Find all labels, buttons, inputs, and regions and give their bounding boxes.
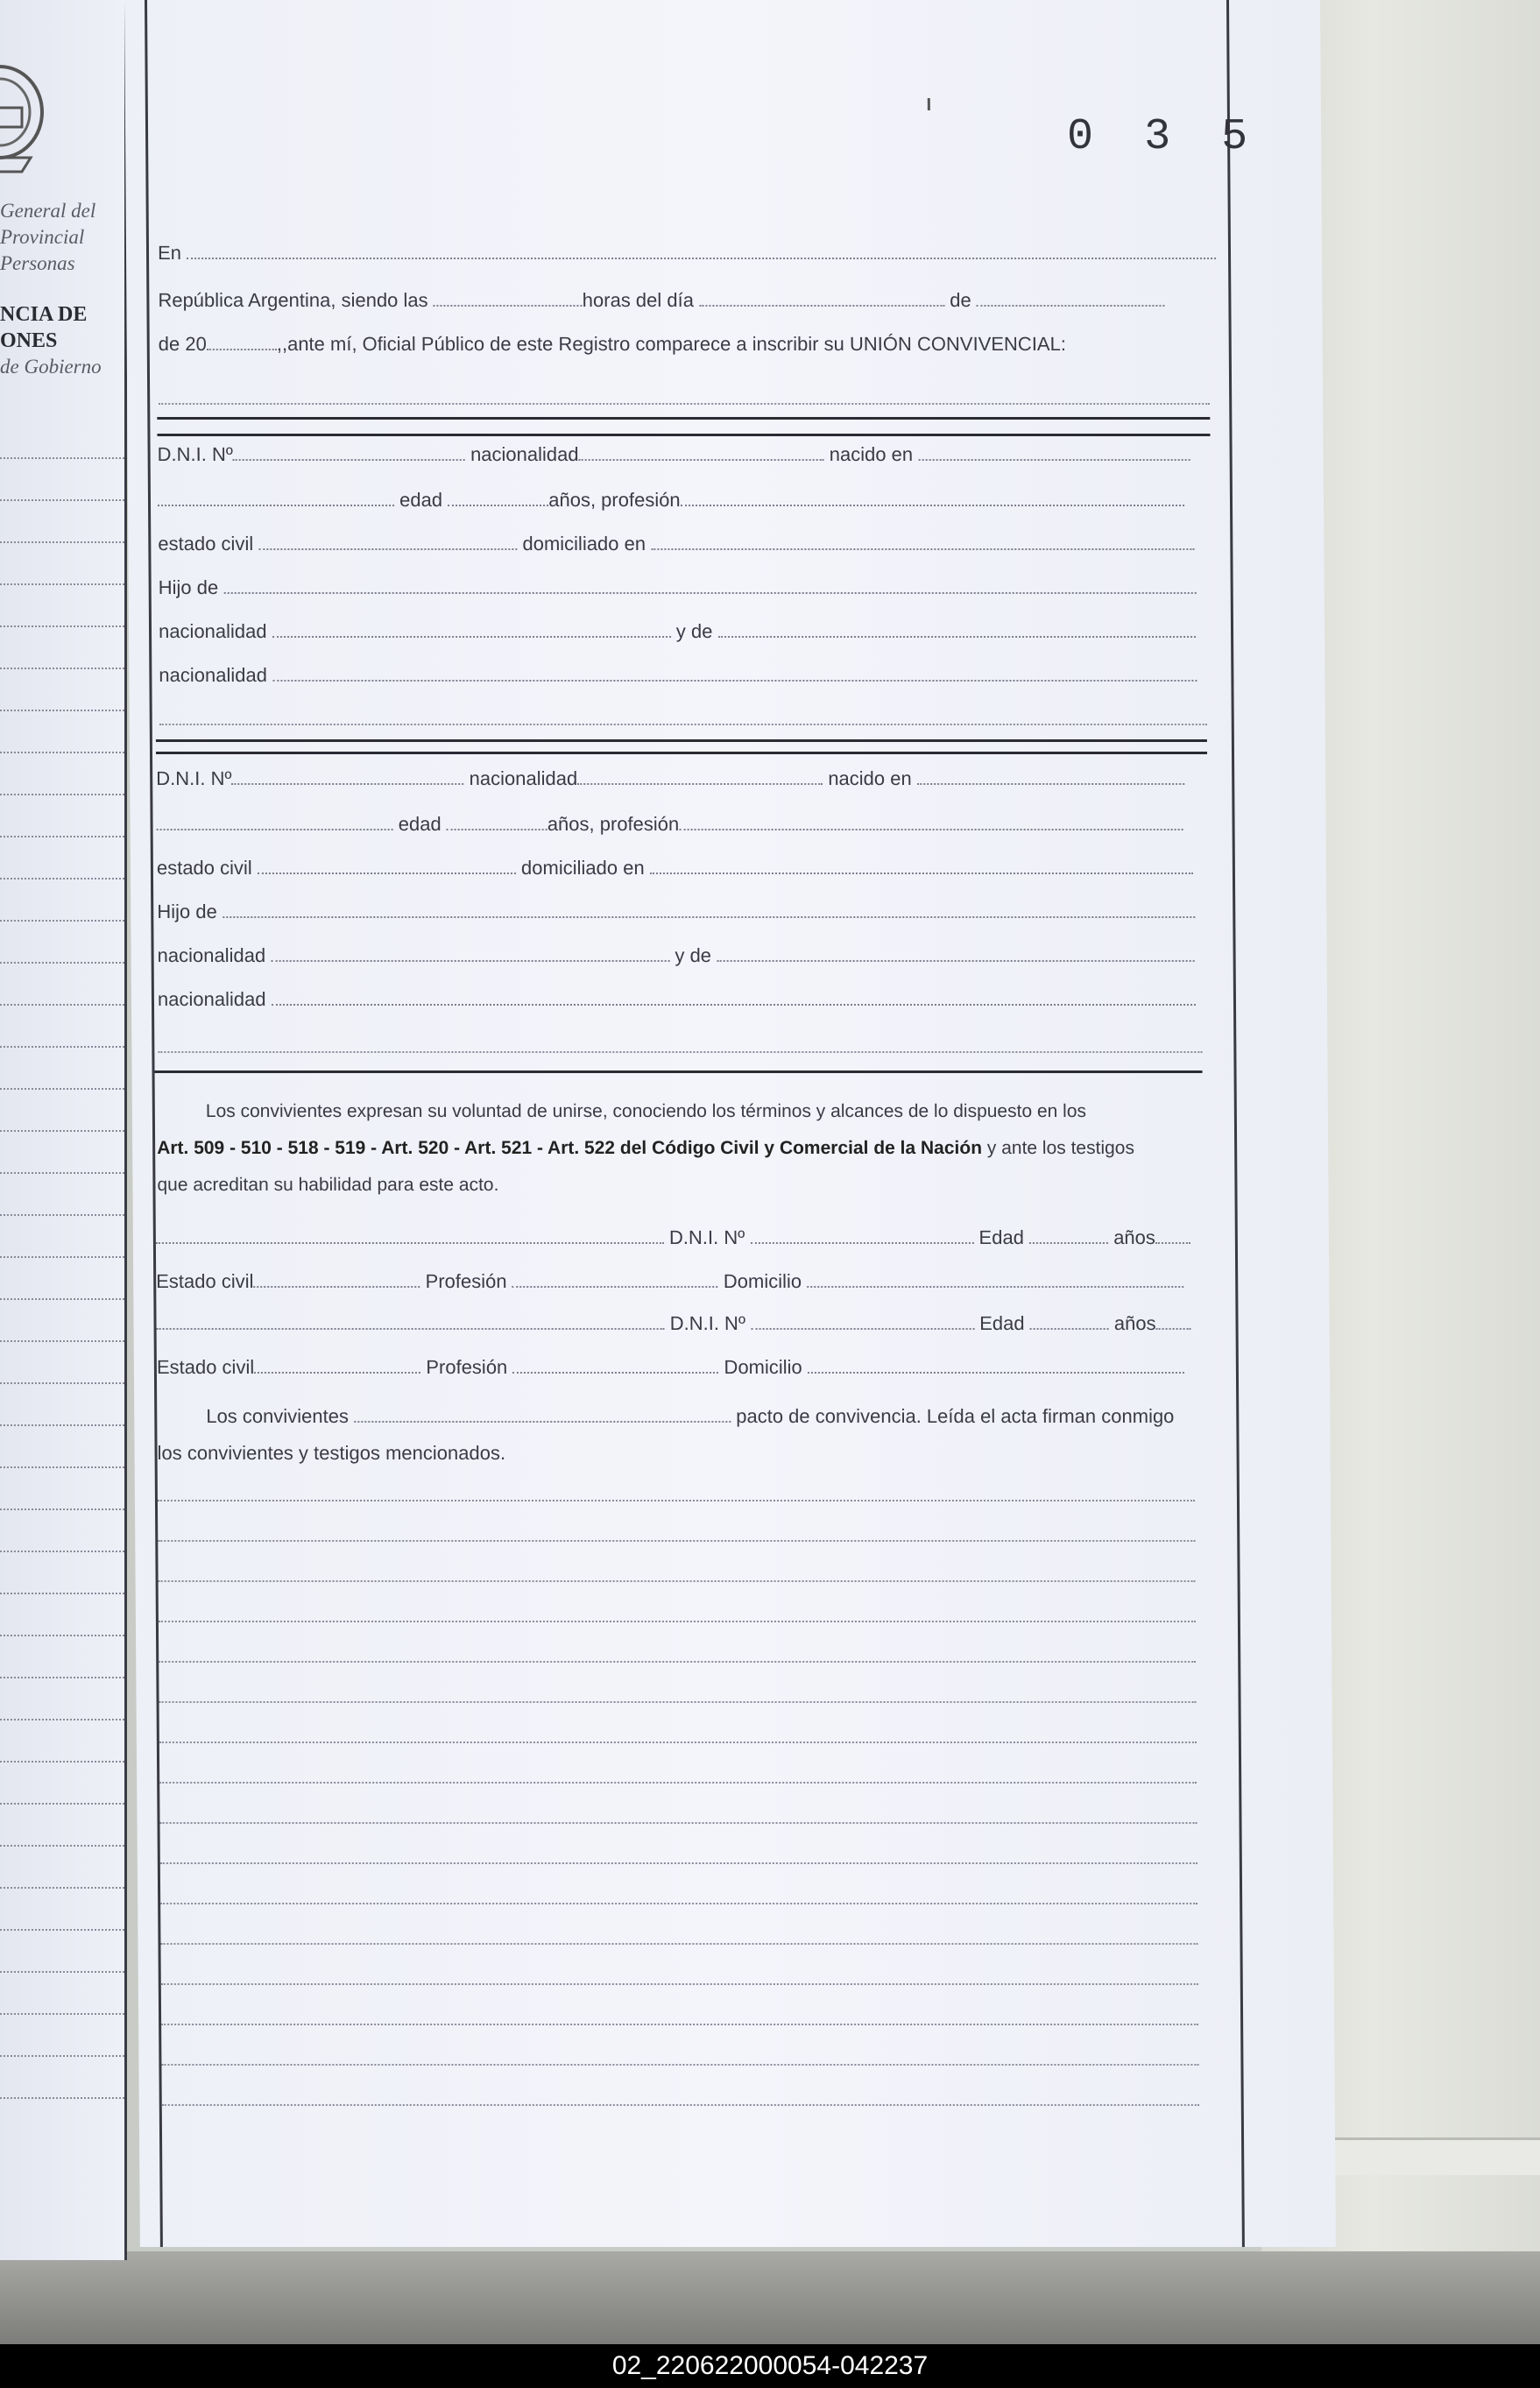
label-nacionalidad-padre: nacionalidad bbox=[157, 944, 266, 966]
field-dia[interactable] bbox=[699, 293, 944, 307]
field-dni[interactable] bbox=[231, 771, 463, 785]
intro-republica bbox=[158, 289, 1165, 312]
label-edad: edad bbox=[399, 489, 443, 511]
field-anio[interactable] bbox=[207, 336, 277, 350]
field-hijo[interactable] bbox=[223, 580, 1196, 594]
field-en[interactable] bbox=[187, 245, 1216, 259]
field-madre[interactable] bbox=[717, 948, 1194, 962]
label-profesion: Profesión bbox=[425, 1270, 507, 1292]
field-profesion[interactable] bbox=[681, 492, 1184, 506]
left-page-line bbox=[0, 836, 124, 837]
label-de20: de 20 bbox=[158, 333, 207, 355]
blank-writing-line[interactable] bbox=[160, 1862, 1197, 1864]
footer-id: 02_220622000054-042237 bbox=[611, 2351, 929, 2380]
intro-blank-line[interactable] bbox=[159, 403, 1210, 405]
left-page-line bbox=[0, 1046, 124, 1048]
field-profesion[interactable] bbox=[679, 816, 1183, 830]
label-edad: Edad bbox=[978, 1226, 1024, 1248]
left-page-line bbox=[0, 1677, 124, 1678]
label-pacto: pacto de convivencia. Leída el acta firman conmigo bbox=[736, 1405, 1175, 1427]
blank-line[interactable] bbox=[159, 724, 1207, 725]
blank-writing-line[interactable] bbox=[160, 1822, 1197, 1824]
field-nacido[interactable] bbox=[917, 771, 1184, 785]
intro-en bbox=[158, 242, 1216, 265]
section-rule-3 bbox=[156, 739, 1207, 742]
blank-writing-line[interactable] bbox=[161, 2064, 1198, 2066]
field-nacido[interactable] bbox=[918, 447, 1190, 461]
label-edad: Edad bbox=[979, 1312, 1025, 1334]
left-page-line bbox=[0, 457, 124, 459]
label-estado-civil: Estado civil bbox=[156, 1356, 255, 1378]
left-page-line bbox=[0, 1004, 124, 1006]
blank-writing-line[interactable] bbox=[159, 1742, 1197, 1743]
left-page-line bbox=[0, 920, 124, 922]
label-dni: D.N.I. Nº bbox=[157, 443, 233, 465]
left-page-line bbox=[0, 583, 124, 585]
section-rule-2 bbox=[157, 434, 1210, 436]
field-edad[interactable] bbox=[1029, 1230, 1108, 1244]
closing-line-1 bbox=[157, 1405, 1174, 1428]
left-page-line bbox=[0, 1508, 124, 1510]
left-page-line bbox=[0, 1971, 124, 1973]
left-page-line bbox=[0, 499, 124, 501]
mark bbox=[928, 98, 930, 110]
label-hijo: Hijo de bbox=[157, 901, 217, 922]
field-edad[interactable] bbox=[448, 492, 548, 506]
left-bold-line-2: ONES bbox=[0, 329, 58, 352]
declaration-line-1: Los convivientes expresan su voluntad de unirse, conociendo los términos y alcances de lo dispuesto en los bbox=[205, 1101, 1087, 1121]
left-page-line bbox=[0, 625, 124, 627]
blank-writing-line[interactable] bbox=[159, 1621, 1196, 1622]
label-estado-civil: Estado civil bbox=[156, 1270, 254, 1292]
left-page-line bbox=[0, 1088, 124, 1090]
left-page-line bbox=[0, 1719, 124, 1720]
background-bottom bbox=[0, 2251, 1540, 2348]
field-pacto[interactable] bbox=[354, 1409, 731, 1423]
field-domicilio[interactable] bbox=[807, 1274, 1183, 1288]
left-page-line bbox=[0, 2097, 124, 2099]
label-nacionalidad: nacionalidad bbox=[469, 767, 578, 789]
label-y-de: y de bbox=[675, 944, 712, 966]
blank-writing-line[interactable] bbox=[160, 1903, 1197, 1904]
field-profesion[interactable] bbox=[512, 1360, 718, 1374]
label-anios: años bbox=[1113, 1226, 1155, 1248]
label-en: En bbox=[157, 242, 182, 264]
field-domicilio[interactable] bbox=[808, 1360, 1184, 1374]
left-page-line bbox=[0, 1466, 124, 1468]
left-page-line bbox=[0, 1172, 124, 1174]
left-page-line bbox=[0, 1761, 124, 1763]
blank-writing-line[interactable] bbox=[162, 2104, 1199, 2106]
label-estado-civil: estado civil bbox=[158, 533, 254, 555]
field-edad[interactable] bbox=[1030, 1316, 1109, 1330]
blank-writing-line[interactable] bbox=[158, 1500, 1195, 1501]
field-fecha[interactable] bbox=[158, 492, 394, 506]
declaration-line-2-tail: y ante los testigos bbox=[981, 1138, 1135, 1158]
declaration-paragraph bbox=[157, 1093, 1209, 1204]
blank-line[interactable] bbox=[158, 1051, 1202, 1053]
section-rule-5 bbox=[155, 1070, 1203, 1073]
label-dni: D.N.I. Nº bbox=[156, 767, 232, 789]
left-page bbox=[0, 0, 127, 2260]
field-profesion[interactable] bbox=[512, 1274, 718, 1288]
left-page-line bbox=[0, 794, 124, 795]
blank-writing-line[interactable] bbox=[158, 1540, 1195, 1542]
field-nacionalidad-madre[interactable] bbox=[272, 668, 1197, 682]
left-page-line bbox=[0, 541, 124, 543]
label-anios-profesion: años, profesión bbox=[548, 489, 681, 511]
label-anios-profesion: años, profesión bbox=[547, 813, 680, 835]
field-domicilio[interactable] bbox=[650, 860, 1193, 874]
blank-writing-line[interactable] bbox=[159, 1701, 1197, 1703]
label-estado-civil: estado civil bbox=[156, 857, 252, 879]
provincial-seal-icon bbox=[0, 60, 48, 182]
left-page-line bbox=[0, 1382, 124, 1384]
field-testigo-nombre[interactable] bbox=[156, 1316, 664, 1330]
left-bold-line-1: NCIA DE bbox=[0, 303, 88, 326]
label-ante: ,,ante mí, Oficial Público de este Registro comparece a inscribir su UNIÓN CONVIVENCIAL: bbox=[276, 333, 1066, 355]
label-nacionalidad-madre: nacionalidad bbox=[157, 988, 266, 1010]
left-page-line bbox=[0, 1214, 124, 1216]
label-nacido: nacido en bbox=[829, 443, 914, 465]
field-nacionalidad[interactable] bbox=[578, 447, 823, 461]
label-profesion: Profesión bbox=[426, 1356, 508, 1378]
blank-writing-line[interactable] bbox=[161, 2024, 1198, 2025]
left-page-line bbox=[0, 1551, 124, 1552]
field-nacionalidad-padre[interactable] bbox=[272, 624, 671, 638]
field-dni[interactable] bbox=[750, 1230, 973, 1244]
blank-writing-line[interactable] bbox=[159, 1782, 1197, 1784]
left-page-line bbox=[0, 2013, 124, 2015]
form-page bbox=[124, 0, 1336, 2247]
field-nacionalidad-madre[interactable] bbox=[272, 992, 1196, 1006]
label-nacido: nacido en bbox=[828, 767, 912, 789]
left-header-line-3: Personas bbox=[0, 252, 75, 274]
field-estado-civil[interactable] bbox=[258, 860, 516, 874]
field-anios-tail[interactable] bbox=[1155, 1230, 1190, 1244]
intro-ante bbox=[159, 333, 1066, 356]
left-page-line bbox=[0, 752, 124, 753]
left-page-line bbox=[0, 1340, 124, 1342]
left-page-line bbox=[0, 962, 124, 964]
articles-text: Art. 509 - 510 - 518 - 519 - Art. 520 - Art. 521 - Art. 522 del Código Civil y Comercial de la Nación bbox=[157, 1138, 983, 1158]
declaration-line-2 bbox=[157, 1130, 1208, 1167]
field-domicilio[interactable] bbox=[651, 536, 1194, 550]
left-sub-line: de Gobierno bbox=[0, 356, 102, 378]
left-page-line bbox=[0, 1929, 124, 1931]
left-page-line bbox=[0, 1298, 124, 1300]
label-anios: años bbox=[1113, 1312, 1156, 1334]
field-dni[interactable] bbox=[233, 447, 465, 461]
field-fecha[interactable] bbox=[157, 816, 393, 830]
blank-writing-line[interactable] bbox=[159, 1580, 1196, 1582]
left-page-line bbox=[0, 668, 124, 669]
label-domicilio: Domicilio bbox=[723, 1270, 802, 1292]
left-page-line bbox=[0, 1256, 124, 1258]
left-page-line bbox=[0, 1130, 124, 1132]
blank-writing-line[interactable] bbox=[161, 1983, 1198, 1985]
field-estado-civil[interactable] bbox=[253, 1274, 420, 1288]
left-page-line bbox=[0, 710, 124, 711]
left-header-line-1: General del bbox=[0, 200, 96, 222]
label-republica: República Argentina, siendo las bbox=[158, 289, 428, 311]
label-horas: horas del día bbox=[582, 289, 695, 311]
left-header-line-2: Provincial bbox=[0, 226, 85, 248]
left-page-line bbox=[0, 2055, 124, 2057]
label-edad: edad bbox=[398, 813, 442, 835]
label-dni: D.N.I. Nº bbox=[668, 1226, 745, 1248]
field-horas[interactable] bbox=[434, 293, 583, 307]
field-estado-civil[interactable] bbox=[258, 536, 517, 550]
left-page-line bbox=[0, 1593, 124, 1594]
field-testigo-nombre[interactable] bbox=[156, 1230, 664, 1244]
section-rule-1 bbox=[157, 417, 1210, 420]
closing-line-2: los convivientes y testigos mencionados. bbox=[157, 1442, 506, 1464]
label-dni: D.N.I. Nº bbox=[669, 1312, 746, 1334]
label-de: de bbox=[950, 289, 971, 311]
label-nacionalidad-padre: nacionalidad bbox=[158, 620, 267, 642]
blank-writing-line[interactable] bbox=[159, 1661, 1196, 1663]
field-hijo[interactable] bbox=[223, 904, 1195, 918]
left-page-line bbox=[0, 1845, 124, 1847]
field-nacionalidad[interactable] bbox=[577, 771, 823, 785]
section-rule-4 bbox=[156, 752, 1207, 754]
blank-writing-line[interactable] bbox=[160, 1943, 1197, 1945]
field-anios-tail[interactable] bbox=[1155, 1316, 1190, 1330]
page-number: 0 3 5 bbox=[1066, 112, 1261, 162]
field-madre[interactable] bbox=[717, 624, 1195, 638]
label-y-de: y de bbox=[675, 620, 713, 642]
label-domicilio: Domicilio bbox=[724, 1356, 802, 1378]
label-nacionalidad-madre: nacionalidad bbox=[159, 664, 268, 686]
field-edad[interactable] bbox=[447, 816, 547, 830]
label-los-convivientes: Los convivientes bbox=[206, 1405, 350, 1427]
page-edge-rule bbox=[1226, 0, 1245, 2247]
label-nacionalidad: nacionalidad bbox=[470, 443, 579, 465]
field-nacionalidad-padre[interactable] bbox=[271, 948, 669, 962]
left-page-line bbox=[0, 1424, 124, 1426]
left-page-line bbox=[0, 1803, 124, 1805]
field-mes[interactable] bbox=[977, 293, 1165, 307]
label-hijo: Hijo de bbox=[158, 576, 219, 598]
field-estado-civil[interactable] bbox=[254, 1360, 420, 1374]
left-page-line bbox=[0, 1635, 124, 1636]
left-page-line bbox=[0, 878, 124, 880]
declaration-line-3: que acreditan su habilidad para este acto. bbox=[157, 1175, 499, 1195]
label-domiciliado: domiciliado en bbox=[522, 533, 646, 555]
left-page-line bbox=[0, 1887, 124, 1889]
label-domiciliado: domiciliado en bbox=[520, 857, 645, 879]
field-dni[interactable] bbox=[751, 1316, 974, 1330]
